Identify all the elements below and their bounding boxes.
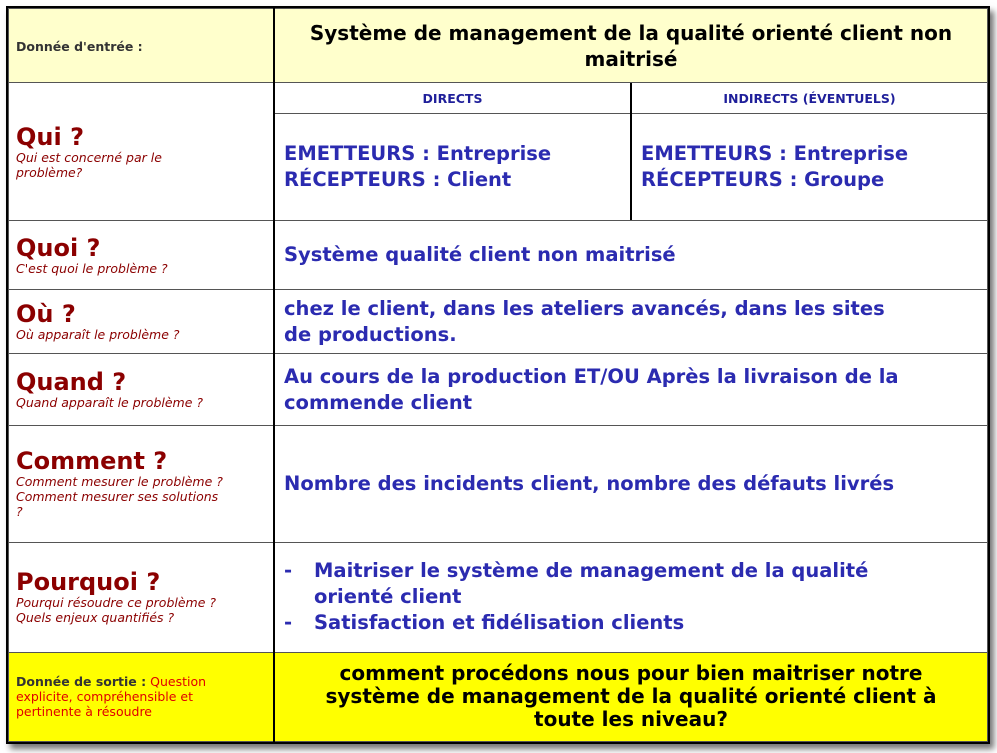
comment-subtitle-line3: ? bbox=[16, 504, 23, 520]
pourquoi-label-cell bbox=[9, 542, 275, 652]
qqoqcp-table bbox=[8, 8, 988, 742]
indirects-header: INDIRECTS (ÉVENTUELS) bbox=[631, 83, 987, 114]
directs-header: DIRECTS bbox=[275, 83, 631, 114]
quoi-title: Quoi ? bbox=[16, 233, 101, 262]
pourquoi-bullet-1-text bbox=[314, 558, 868, 610]
quoi-label-cell bbox=[9, 221, 275, 290]
output-label-bold: Donnée de sortie : bbox=[16, 674, 147, 690]
quand-subtitle: Quand apparaît le problème ? bbox=[16, 395, 204, 410]
quand-answer-line1: Au cours de la production ET/OU Après la livraison de la bbox=[284, 364, 899, 388]
output-label-cell bbox=[9, 652, 275, 741]
qui-subtitle-line2: problème? bbox=[16, 164, 83, 180]
output-label-red3: pertinente à résoudre bbox=[16, 704, 152, 720]
bullet-dash: - bbox=[284, 559, 293, 583]
indirects-recepteurs: RÉCEPTEURS : Groupe bbox=[641, 168, 885, 192]
quand-answer-cell bbox=[274, 354, 988, 425]
input-label: Donnée d'entrée : bbox=[16, 39, 143, 55]
input-row bbox=[9, 9, 988, 83]
input-title bbox=[275, 20, 987, 72]
output-question-cell bbox=[274, 652, 988, 741]
qui-subtitle-line1: Qui est concerné par le bbox=[16, 149, 162, 165]
output-row bbox=[9, 652, 988, 741]
pourquoi-row bbox=[9, 542, 988, 652]
input-title-line2: maitrisé bbox=[584, 46, 678, 71]
ou-answer-line1: chez le client, dans les ateliers avancés, dans les sites bbox=[284, 296, 885, 320]
pourquoi-bullet-2-text: Satisfaction et fidélisation clients bbox=[314, 611, 685, 635]
comment-subtitle-line2: Comment mesurer ses solutions bbox=[16, 489, 219, 505]
pourquoi-bullet-1-line2: orienté client bbox=[314, 585, 462, 609]
pourquoi-subtitle-line2: Quels enjeux quantifiés ? bbox=[16, 610, 175, 626]
qui-title: Qui ? bbox=[16, 122, 84, 151]
comment-title: Comment ? bbox=[16, 447, 168, 476]
output-label-red2: explicite, compréhensible et bbox=[16, 689, 194, 705]
input-title-line1: Système de management de la qualité orienté client non bbox=[309, 20, 953, 45]
pourquoi-answer-cell bbox=[274, 542, 988, 652]
quoi-subtitle: C'est quoi le problème ? bbox=[16, 260, 168, 276]
qui-answer-cell bbox=[274, 83, 988, 221]
pourquoi-bullet-2 bbox=[284, 610, 979, 636]
output-question-line3: toute les niveau? bbox=[534, 707, 728, 732]
output-label bbox=[16, 674, 273, 719]
ou-row bbox=[9, 290, 988, 354]
output-question bbox=[275, 662, 987, 731]
qui-label-cell bbox=[9, 83, 275, 221]
directs-cell bbox=[275, 114, 631, 221]
quoi-row bbox=[9, 221, 988, 290]
qui-subtable bbox=[275, 83, 987, 220]
qqoqcp-table-frame bbox=[6, 6, 990, 744]
directs-emetteurs: EMETTEURS : Entreprise bbox=[284, 142, 552, 166]
quand-row bbox=[9, 354, 988, 425]
quand-title: Quand ? bbox=[16, 368, 127, 396]
quoi-answer: Système qualité client non maitrisé bbox=[274, 221, 988, 290]
comment-row bbox=[9, 425, 988, 542]
ou-subtitle: Où apparaît le problème ? bbox=[16, 327, 180, 343]
ou-answer-line2: de productions. bbox=[284, 322, 457, 346]
comment-subtitle-line1: Comment mesurer le problème ? bbox=[16, 474, 223, 490]
pourquoi-title: Pourquoi ? bbox=[16, 568, 161, 597]
indirects-emetteurs: EMETTEURS : Entreprise bbox=[641, 142, 909, 166]
bullet-dash: - bbox=[284, 611, 293, 635]
input-label-cell bbox=[9, 9, 275, 83]
output-question-line1: comment procédons nous pour bien maitriser notre bbox=[339, 661, 923, 686]
quand-label-cell bbox=[9, 354, 275, 425]
qui-row bbox=[9, 83, 988, 221]
pourquoi-bullet-1 bbox=[284, 558, 979, 610]
directs-recepteurs: RÉCEPTEURS : Client bbox=[284, 168, 512, 192]
ou-label-cell bbox=[9, 290, 275, 354]
pourquoi-subtitle-line1: Pourqui résoudre ce problème ? bbox=[16, 595, 217, 611]
comment-label-cell bbox=[9, 425, 275, 542]
comment-answer: Nombre des incidents client, nombre des défauts livrés bbox=[274, 425, 988, 542]
input-title-cell bbox=[274, 9, 988, 83]
output-label-red1: Question bbox=[146, 674, 207, 690]
indirects-cell bbox=[631, 114, 987, 221]
pourquoi-bullet-1-line1: Maitriser le système de management de la qualité bbox=[314, 559, 869, 583]
ou-answer-cell bbox=[274, 290, 988, 354]
output-question-line2: système de management de la qualité orienté client à bbox=[325, 684, 937, 709]
quand-answer-line2: commende client bbox=[284, 390, 473, 414]
ou-title: Où ? bbox=[16, 300, 76, 329]
